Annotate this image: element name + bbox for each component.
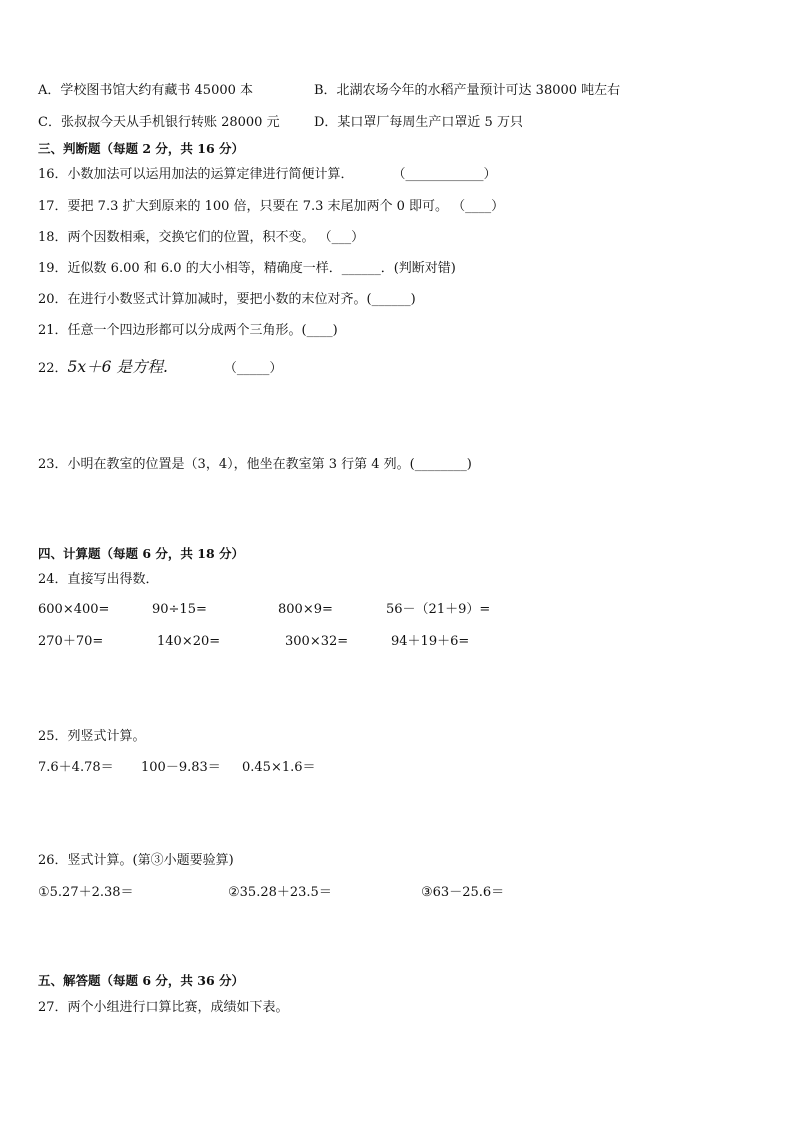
- section-5-title: 五、解答题（每题 6 分，共 36 分）: [38, 973, 245, 988]
- option-a: A．学校图书馆大约有藏书 45000 本: [38, 83, 254, 98]
- question-21: 21．任意一个四边形都可以分成两个三角形。(____): [38, 323, 338, 338]
- question-18: 18．两个因数相乘，交换它们的位置，积不变。 （___）: [38, 230, 365, 245]
- option-c: C．张叔叔今天从手机银行转账 28000 元: [38, 115, 280, 130]
- calc-24-3: 800×9=: [278, 602, 333, 617]
- question-22: [38, 358, 282, 378]
- calc-26-2: ②35.28＋23.5＝: [228, 885, 332, 900]
- calc-25-3: 0.45×1.6＝: [242, 760, 316, 775]
- question-22-number: 22．: [38, 361, 68, 376]
- calc-24-4: 56－（21＋9）=: [386, 602, 491, 617]
- question-17: 17．要把 7.3 扩大到原来的 100 倍，只要在 7.3 末尾加两个 0 即可。 （____）: [38, 199, 505, 214]
- question-22-blank: （_____）: [223, 361, 283, 376]
- question-20: 20．在进行小数竖式计算加减时，要把小数的末位对齐。(______): [38, 292, 416, 307]
- question-23: 23．小明在教室的位置是（3，4），他坐在教室第 3 行第 4 列。(________): [38, 457, 472, 472]
- question-24: 24．直接写出得数．: [38, 572, 159, 587]
- calc-26-3: ③63－25.6＝: [421, 885, 505, 900]
- question-27: 27．两个小组进行口算比赛，成绩如下表。: [38, 1000, 289, 1015]
- option-b: B．北湖农场今年的水稻产量预计可达 38000 吨左右: [314, 83, 621, 98]
- question-16: 16．小数加法可以运用加法的运算定律进行简便计算． （____________）: [38, 167, 497, 182]
- question-25: 25．列竖式计算。: [38, 729, 146, 744]
- calc-25-2: 100－9.83＝: [141, 760, 221, 775]
- calc-24-2: 90÷15=: [152, 602, 207, 617]
- calc-24-1: 600×400=: [38, 602, 110, 617]
- option-d: D．某口罩厂每周生产口罩近 5 万只: [314, 115, 523, 130]
- question-26: 26．竖式计算。(第③小题要验算): [38, 853, 234, 868]
- section-4-title: 四、计算题（每题 6 分，共 18 分）: [38, 546, 245, 561]
- calc-24-8: 94＋19＋6=: [391, 634, 470, 649]
- calc-24-6: 140×20=: [157, 634, 221, 649]
- calc-26-1: ①5.27＋2.38＝: [38, 885, 134, 900]
- question-22-expression: 5x＋6 是方程.: [67, 358, 168, 376]
- section-3-title: 三、判断题（每题 2 分，共 16 分）: [38, 141, 245, 156]
- question-19: 19．近似数 6.00 和 6.0 的大小相等，精确度一样．______．(判断对错): [38, 261, 456, 276]
- calc-25-1: 7.6＋4.78＝: [38, 760, 114, 775]
- calc-24-5: 270＋70=: [38, 634, 104, 649]
- calc-24-7: 300×32=: [285, 634, 349, 649]
